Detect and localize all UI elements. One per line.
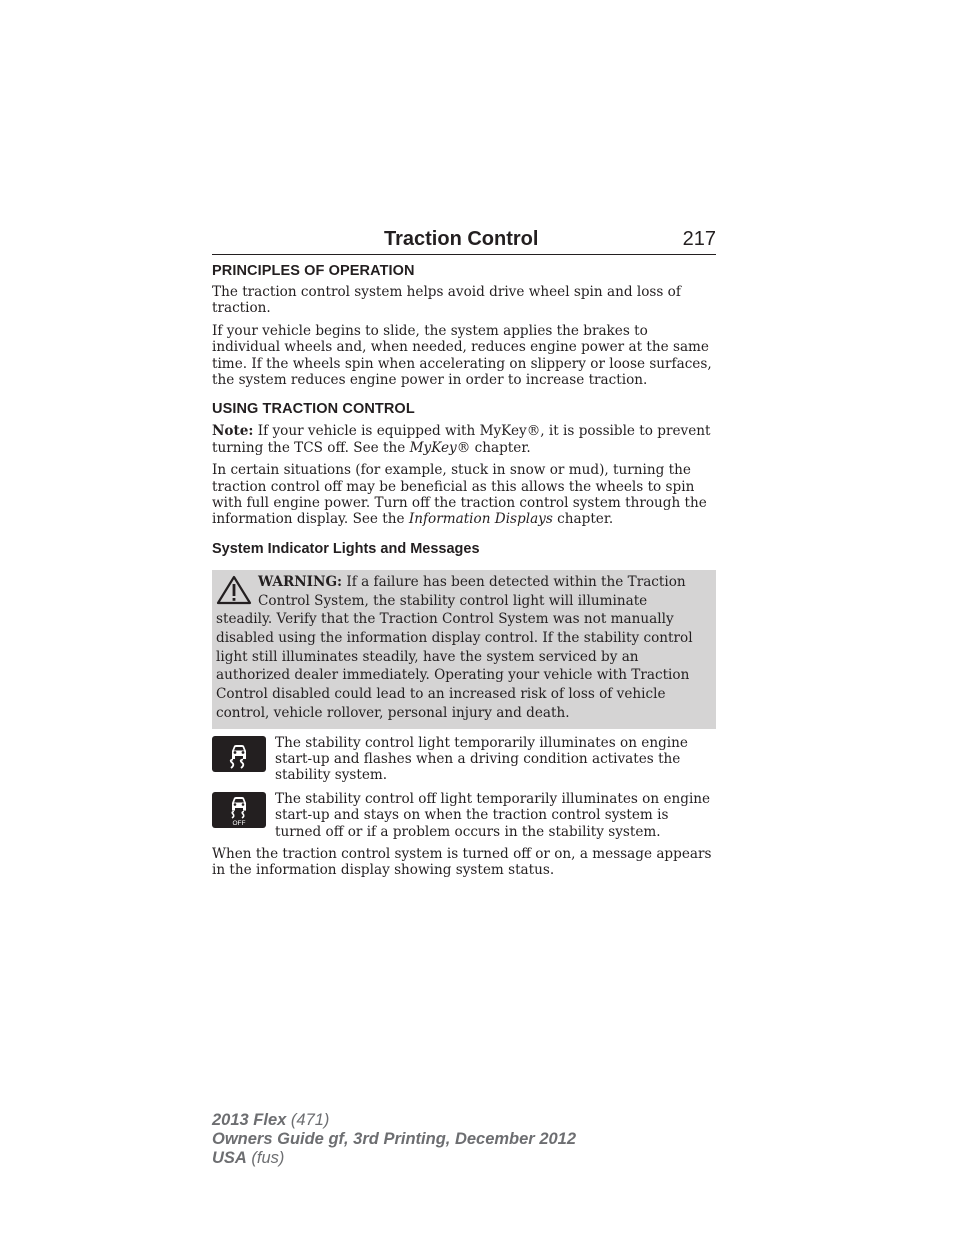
section-heading-principles: PRINCIPLES OF OPERATION bbox=[212, 263, 415, 279]
footer-line-model bbox=[212, 1111, 576, 1130]
note-text: If your vehicle is equipped with MyKey®, it is possible to prevent turning the TCS off. See the bbox=[212, 423, 711, 456]
warning-triangle-icon bbox=[216, 575, 254, 605]
indicator-description: The stability control light temporarily illuminates on engine start-up and flashes when a driving condition activates the stability system. bbox=[275, 734, 688, 784]
indicator-item bbox=[212, 735, 716, 784]
manual-page bbox=[212, 228, 716, 879]
note-text: chapter. bbox=[470, 439, 531, 456]
footer-market-code: (fus) bbox=[246, 1149, 285, 1167]
indicator-item bbox=[212, 791, 716, 840]
warning-box bbox=[212, 570, 716, 729]
note-label: Note: bbox=[212, 423, 254, 440]
subsection-heading-indicators: System Indicator Lights and Messages bbox=[212, 540, 480, 557]
chapter-title: Traction Control bbox=[384, 228, 539, 250]
off-label: OFF bbox=[232, 819, 246, 827]
page-footer bbox=[212, 1111, 576, 1168]
indicator-description: The stability control off light temporarily illuminates on engine start-up and stays on when the traction control system is turned off or if a problem occurs in the stability system. bbox=[275, 790, 711, 840]
paragraph: The traction control system helps avoid drive wheel spin and loss of traction. bbox=[212, 284, 681, 317]
page-header bbox=[212, 228, 716, 255]
mykey-reference: MyKey® bbox=[409, 439, 471, 456]
paragraph-text: In certain situations (for example, stuck in snow or mud), turning the traction control off may be beneficial as this allows the wheels to spin with full engine power. Turn off the traction control system through the information display. See the bbox=[212, 462, 707, 528]
stability-control-off-icon bbox=[212, 792, 266, 828]
section-heading-using: USING TRACTION CONTROL bbox=[212, 401, 415, 418]
paragraph-text: chapter. bbox=[552, 511, 614, 528]
stability-control-icon bbox=[212, 736, 266, 772]
information-displays-reference: Information Displays bbox=[408, 511, 553, 528]
footer-model-code: (471) bbox=[286, 1111, 330, 1129]
note-paragraph bbox=[212, 423, 716, 456]
footer-model: 2013 Flex bbox=[212, 1111, 287, 1129]
closing-paragraph: When the traction control system is turned off or on, a message appears in the information display showing system status. bbox=[212, 845, 712, 879]
paragraph: If your vehicle begins to slide, the system applies the brakes to individual wheels and, when needed, reduces engine power at the same time. If the wheels spin when accelerating on slippery or loose surfaces, the system reduces engine power in order to increase traction. bbox=[212, 322, 712, 389]
footer-line-guide bbox=[212, 1130, 576, 1149]
paragraph bbox=[212, 462, 716, 528]
warning-label: WARNING: bbox=[258, 573, 343, 590]
footer-guide: Owners Guide gf, 3rd Printing, December 2012 bbox=[212, 1130, 577, 1148]
footer-market: USA bbox=[212, 1149, 247, 1167]
warning-text: If a failure has been detected within the Traction Control System, the stability control light will illuminate steadily. Verify that the Traction Control System was not manually disabled using the information display control. If the stability control light still illuminates steadily, have the system serviced by an authorized dealer immediately. Operating your vehicle with Traction Control disabled could lead to an increased risk of loss of vehicle control, vehicle rollover, personal injury and death. bbox=[216, 573, 693, 721]
page-number: 217 bbox=[682, 228, 716, 250]
footer-line-market bbox=[212, 1149, 576, 1168]
